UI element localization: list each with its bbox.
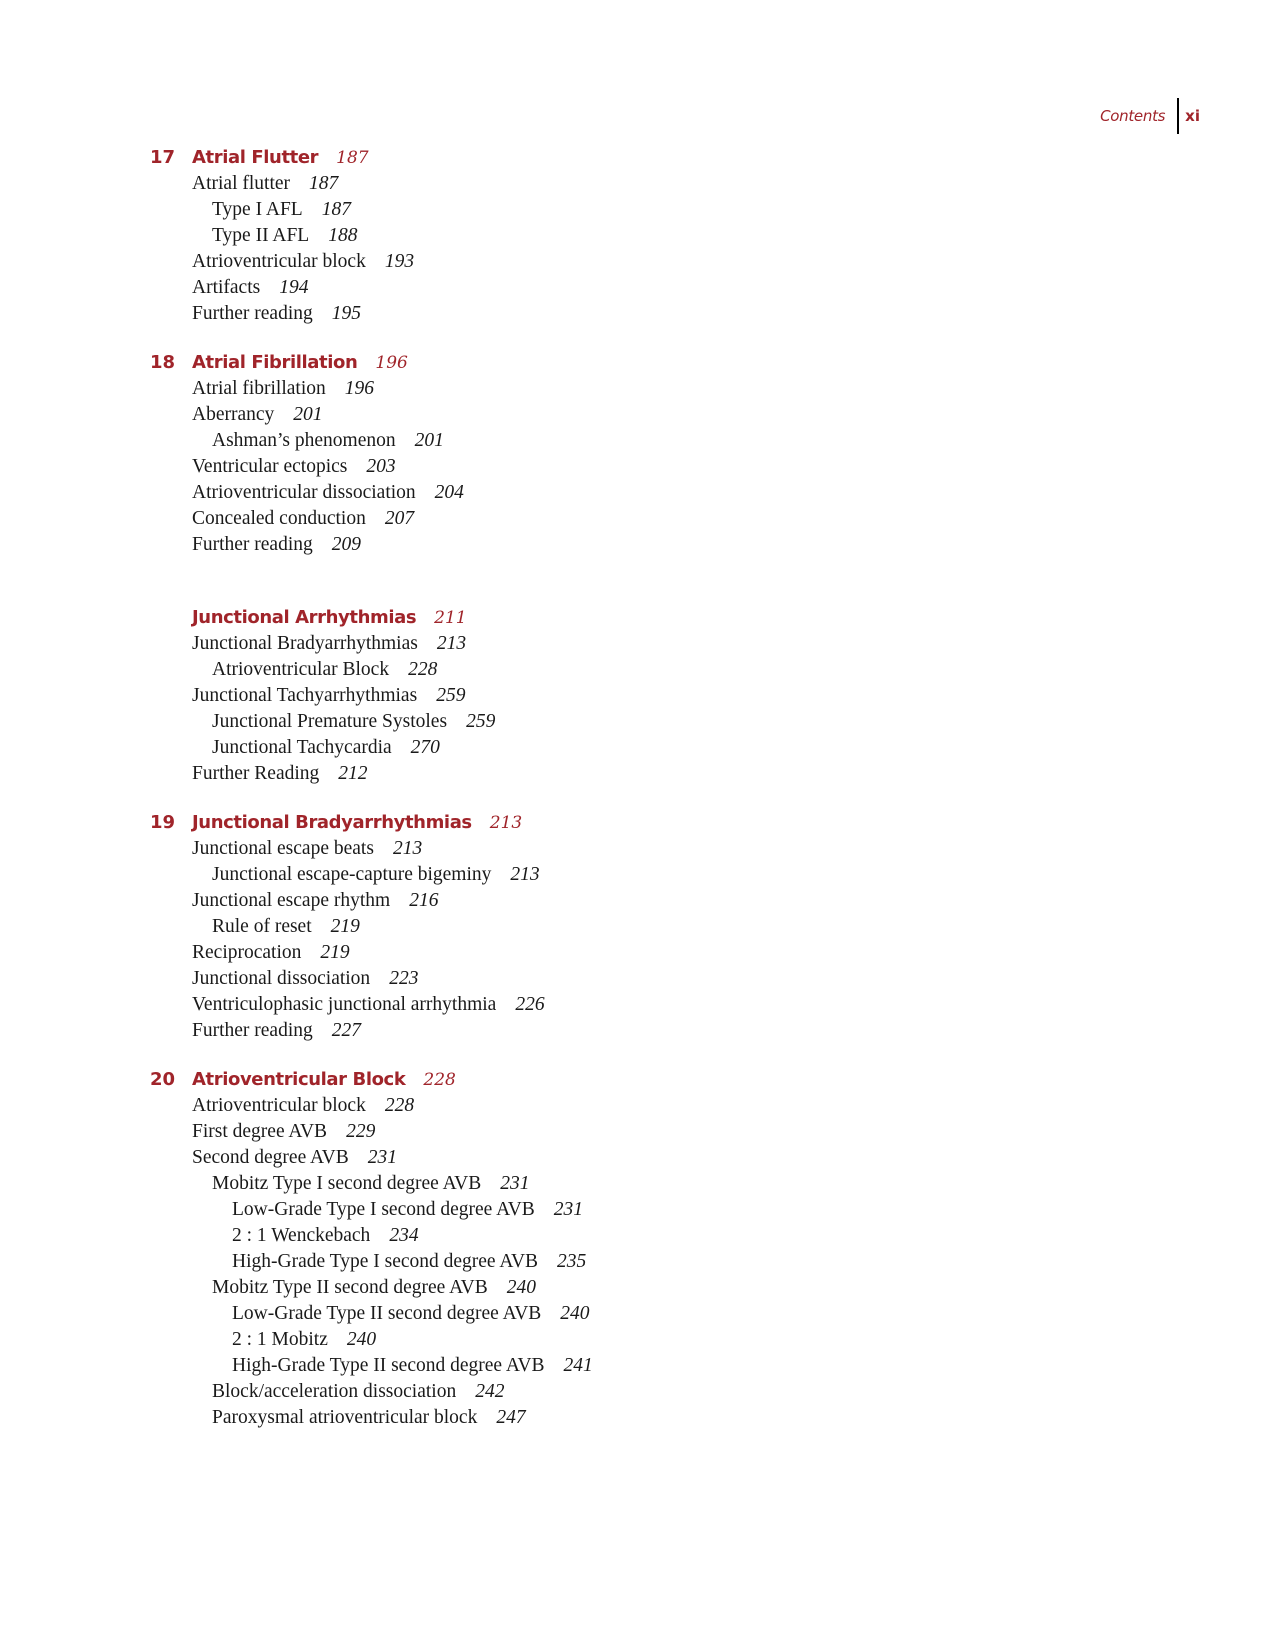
toc-entry[interactable] (150, 1275, 1050, 1301)
entry-title: Junctional Tachycardia (212, 737, 392, 758)
entry-title: Further Reading (192, 763, 320, 784)
toc-entry[interactable] (150, 480, 1050, 506)
chapter-heading[interactable] (150, 1067, 1050, 1093)
toc-entry[interactable] (150, 1249, 1050, 1275)
toc-entry[interactable] (150, 1119, 1050, 1145)
toc-entry[interactable] (150, 992, 1050, 1018)
entry-title: Atrioventricular Block (212, 659, 390, 680)
chapter-page-number: 187 (336, 148, 369, 168)
entry-title: Junctional escape rhythm (192, 890, 391, 911)
entry-page-number: 195 (331, 303, 362, 324)
toc-entry[interactable] (150, 1353, 1050, 1379)
entry-page-number: 212 (338, 763, 368, 784)
entry-title: First degree AVB (192, 1121, 328, 1142)
entry-page-number: 235 (557, 1251, 587, 1272)
entry-title: Atrioventricular dissociation (192, 482, 416, 503)
chapter-number: 20 (150, 1069, 176, 1090)
toc-entry[interactable] (150, 171, 1050, 197)
entry-title: Atrial fibrillation (192, 378, 326, 399)
chapter-number: 17 (150, 147, 176, 168)
entry-title: Type I AFL (212, 199, 303, 220)
entry-page-number: 234 (389, 1225, 419, 1246)
toc-entry[interactable] (150, 631, 1050, 657)
chapter-title: Atrioventricular Block (192, 1069, 406, 1090)
entry-title: Atrioventricular block (192, 1095, 366, 1116)
chapter-page-number: 211 (434, 608, 467, 628)
page-number: xi (1185, 107, 1200, 125)
running-header-label: Contents (1100, 107, 1166, 125)
entry-page-number: 259 (436, 685, 466, 706)
chapter-page-number: 196 (375, 353, 408, 373)
toc-entry[interactable] (150, 1223, 1050, 1249)
entry-page-number: 229 (346, 1121, 376, 1142)
entry-page-number: 231 (367, 1147, 397, 1168)
entry-page-number: 241 (563, 1355, 593, 1376)
chapter-title: Atrial Flutter (192, 147, 319, 168)
entry-page-number: 226 (515, 994, 545, 1015)
entry-title: 2 : 1 Wenckebach (232, 1225, 371, 1246)
entry-title: Junctional Bradyarrhythmias (192, 633, 418, 654)
entry-title: Further reading (192, 1020, 313, 1041)
entry-title: Ashman’s phenomenon (212, 430, 396, 451)
entry-title: Junctional dissociation (192, 968, 371, 989)
toc-entry[interactable] (150, 402, 1050, 428)
toc-entry[interactable] (150, 249, 1050, 275)
entry-title: 2 : 1 Mobitz (232, 1329, 328, 1350)
entry-page-number: 201 (414, 430, 444, 451)
chapter-number: 19 (150, 812, 176, 833)
chapter-heading[interactable] (150, 350, 1050, 376)
chapter-page-number: 213 (489, 813, 523, 833)
entry-title: Reciprocation (192, 942, 302, 963)
entry-page-number: 231 (553, 1199, 584, 1220)
toc-entry[interactable] (150, 301, 1050, 327)
entry-page-number: 228 (384, 1095, 415, 1116)
toc-entry[interactable] (150, 761, 1050, 787)
toc-entry[interactable] (150, 657, 1050, 683)
entry-page-number: 240 (346, 1329, 377, 1350)
entry-page-number: 240 (560, 1303, 590, 1324)
entry-page-number: 213 (392, 838, 423, 859)
entry-page-number: 193 (384, 251, 415, 272)
entry-title: Rule of reset (212, 916, 312, 937)
entry-title: Type II AFL (212, 225, 310, 246)
toc-entry[interactable] (150, 532, 1050, 558)
toc-entry[interactable] (150, 275, 1050, 301)
entry-page-number: 213 (436, 633, 467, 654)
entry-title: High-Grade Type I second degree AVB (232, 1251, 539, 1272)
entry-title: Second degree AVB (192, 1147, 349, 1168)
chapter-number: 18 (150, 352, 176, 373)
entry-title: Atrioventricular block (192, 251, 366, 272)
entry-page-number: 207 (384, 508, 415, 529)
toc-chapter (150, 810, 1050, 1044)
toc-entry[interactable] (150, 1405, 1050, 1431)
chapter-title: Atrial Fibrillation (192, 352, 358, 373)
entry-page-number: 259 (466, 711, 496, 732)
chapter-page-number: 228 (423, 1070, 456, 1090)
entry-page-number: 187 (321, 199, 351, 220)
toc-chapter (150, 350, 1050, 558)
toc-entry[interactable] (150, 683, 1050, 709)
entry-title: Concealed conduction (192, 508, 366, 529)
entry-title: Artifacts (192, 277, 261, 298)
entry-title: High-Grade Type II second degree AVB (232, 1355, 545, 1376)
running-header (1100, 98, 1200, 134)
toc-entry[interactable] (150, 709, 1050, 735)
toc-entry[interactable] (150, 1018, 1050, 1044)
entry-page-number: 209 (331, 534, 362, 555)
chapter-title: Junctional Arrhythmias (192, 607, 417, 628)
toc-entry[interactable] (150, 1145, 1050, 1171)
entry-page-number: 188 (328, 225, 358, 246)
entry-page-number: 204 (434, 482, 464, 503)
toc-entry[interactable] (150, 1379, 1050, 1405)
entry-page-number: 231 (500, 1173, 530, 1194)
entry-page-number: 194 (279, 277, 309, 298)
toc-entry[interactable] (150, 862, 1050, 888)
chapter-heading[interactable] (150, 605, 1050, 631)
entry-page-number: 242 (475, 1381, 505, 1402)
toc-entry[interactable] (150, 1301, 1050, 1327)
table-of-contents (150, 145, 1050, 1454)
chapter-heading[interactable] (150, 145, 1050, 171)
entry-page-number: 240 (506, 1277, 536, 1298)
toc-entry[interactable] (150, 940, 1050, 966)
entry-title: Junctional Premature Systoles (212, 711, 448, 732)
toc-entry[interactable] (150, 836, 1050, 862)
entry-title: Mobitz Type II second degree AVB (212, 1277, 488, 1298)
entry-page-number: 270 (410, 737, 440, 758)
entry-title: Atrial flutter (192, 173, 291, 194)
entry-title: Low-Grade Type II second degree AVB (232, 1303, 542, 1324)
entry-title: Junctional Tachyarrhythmias (192, 685, 418, 706)
entry-page-number: 216 (409, 890, 439, 911)
entry-page-number: 228 (408, 659, 438, 680)
entry-title: Aberrancy (192, 404, 275, 425)
entry-title: Low-Grade Type I second degree AVB (232, 1199, 535, 1220)
entry-page-number: 227 (331, 1020, 362, 1041)
entry-title: Ventriculophasic junctional arrhythmia (192, 994, 497, 1015)
entry-title: Block/acceleration dissociation (212, 1381, 457, 1402)
entry-title: Mobitz Type I second degree AVB (212, 1173, 482, 1194)
entry-page-number: 196 (344, 378, 375, 399)
chapter-title: Junctional Bradyarrhythmias (192, 812, 472, 833)
toc-entry[interactable] (150, 376, 1050, 402)
entry-page-number: 201 (293, 404, 323, 425)
toc-entry[interactable] (150, 1093, 1050, 1119)
toc-entry[interactable] (150, 914, 1050, 940)
entry-page-number: 219 (330, 916, 360, 937)
toc-entry[interactable] (150, 223, 1050, 249)
toc-entry[interactable] (150, 888, 1050, 914)
entry-title: Junctional escape beats (192, 838, 374, 859)
toc-chapter (150, 145, 1050, 327)
entry-page-number: 223 (389, 968, 419, 989)
toc-entry[interactable] (150, 454, 1050, 480)
entry-page-number: 187 (309, 173, 339, 194)
toc-entry[interactable] (150, 735, 1050, 761)
toc-entry[interactable] (150, 1171, 1050, 1197)
toc-entry[interactable] (150, 197, 1050, 223)
entry-title: Further reading (192, 534, 313, 555)
entry-page-number: 219 (320, 942, 350, 963)
toc-entry[interactable] (150, 966, 1050, 992)
chapter-heading[interactable] (150, 810, 1050, 836)
toc-entry[interactable] (150, 428, 1050, 454)
entry-title: Ventricular ectopics (192, 456, 348, 477)
toc-entry[interactable] (150, 1327, 1050, 1353)
entry-page-number: 247 (496, 1407, 526, 1428)
toc-chapter (150, 605, 1050, 787)
toc-chapter (150, 1067, 1050, 1431)
entry-page-number: 203 (366, 456, 396, 477)
entry-title: Further reading (192, 303, 313, 324)
entry-page-number: 213 (510, 864, 540, 885)
toc-entry[interactable] (150, 506, 1050, 532)
entry-title: Paroxysmal atrioventricular block (212, 1407, 478, 1428)
toc-entry[interactable] (150, 1197, 1050, 1223)
entry-title: Junctional escape-capture bigeminy (212, 864, 492, 885)
